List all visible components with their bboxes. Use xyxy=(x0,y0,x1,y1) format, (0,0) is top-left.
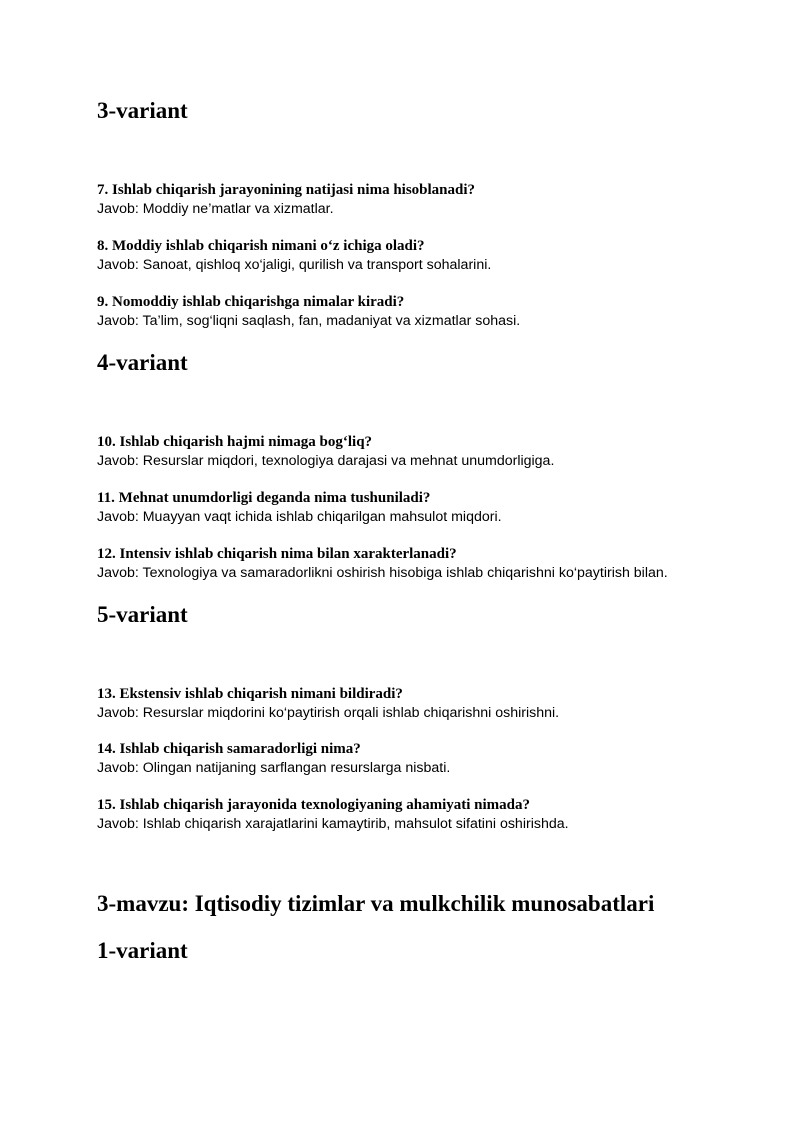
answer-text: Javob: Muayyan vaqt ichida ishlab chiqarilgan mahsulot miqdori. xyxy=(97,509,502,525)
answer-text: Javob: Olingan natijaning sarflangan resurslarga nisbati. xyxy=(97,760,451,776)
question-text: 11. Mehnat unumdorligi deganda nima tushuniladi? xyxy=(97,490,431,506)
question-text: 13. Ekstensiv ishlab chiqarish nimani bildiradi? xyxy=(97,686,403,702)
question-item-8 xyxy=(97,237,737,275)
answer-text: Javob: Resurslar miqdorini ko‘paytirish orqali ishlab chiqarishni oshirishni. xyxy=(97,705,560,721)
answer-text: Javob: Sanoat, qishloq xo‘jaligi, qurilish va transport sohalarini. xyxy=(97,257,492,273)
answer-text: Javob: Ishlab chiqarish xarajatlarini kamaytirib, mahsulot sifatini oshirishda. xyxy=(97,816,569,832)
variant-heading-5: 5-variant xyxy=(97,602,188,627)
answer-text: Javob: Moddiy ne’matlar va xizmatlar. xyxy=(97,201,334,217)
question-text: 7. Ishlab chiqarish jarayonining natijasi nima hisoblanadi? xyxy=(97,182,476,198)
question-item-15 xyxy=(97,796,737,834)
question-item-9 xyxy=(97,293,737,331)
question-item-13 xyxy=(97,685,737,723)
question-text: 8. Moddiy ishlab chiqarish nimani o‘z ichiga oladi? xyxy=(97,238,425,254)
question-text: 10. Ishlab chiqarish hajmi nimaga bog‘liq? xyxy=(97,434,373,450)
question-item-10 xyxy=(97,433,737,471)
question-item-14 xyxy=(97,740,737,778)
answer-text: Javob: Ta’lim, sog‘liqni saqlash, fan, madaniyat va xizmatlar sohasi. xyxy=(97,313,521,329)
question-text: 12. Intensiv ishlab chiqarish nima bilan xarakterlanadi? xyxy=(97,546,457,562)
variant-heading-3: 3-variant xyxy=(97,98,188,123)
question-text: 9. Nomoddiy ishlab chiqarishga nimalar kiradi? xyxy=(97,294,405,310)
variant-heading-1: 1-variant xyxy=(97,938,188,963)
topic-heading: 3-mavzu: Iqtisodiy tizimlar va mulkchilik munosabatlari xyxy=(97,891,655,916)
answer-text: Javob: Texnologiya va samaradorlikni oshirish hisobiga ishlab chiqarishni ko‘paytirish bilan. xyxy=(97,565,668,581)
question-item-12 xyxy=(97,545,737,583)
question-text: 15. Ishlab chiqarish jarayonida texnologiyaning ahamiyati nimada? xyxy=(97,797,530,813)
question-item-7 xyxy=(97,181,737,219)
question-item-11 xyxy=(97,489,737,527)
answer-text: Javob: Resurslar miqdori, texnologiya darajasi va mehnat unumdorligiga. xyxy=(97,453,555,469)
variant-heading-4: 4-variant xyxy=(97,350,188,375)
question-text: 14. Ishlab chiqarish samaradorligi nima? xyxy=(97,741,361,757)
